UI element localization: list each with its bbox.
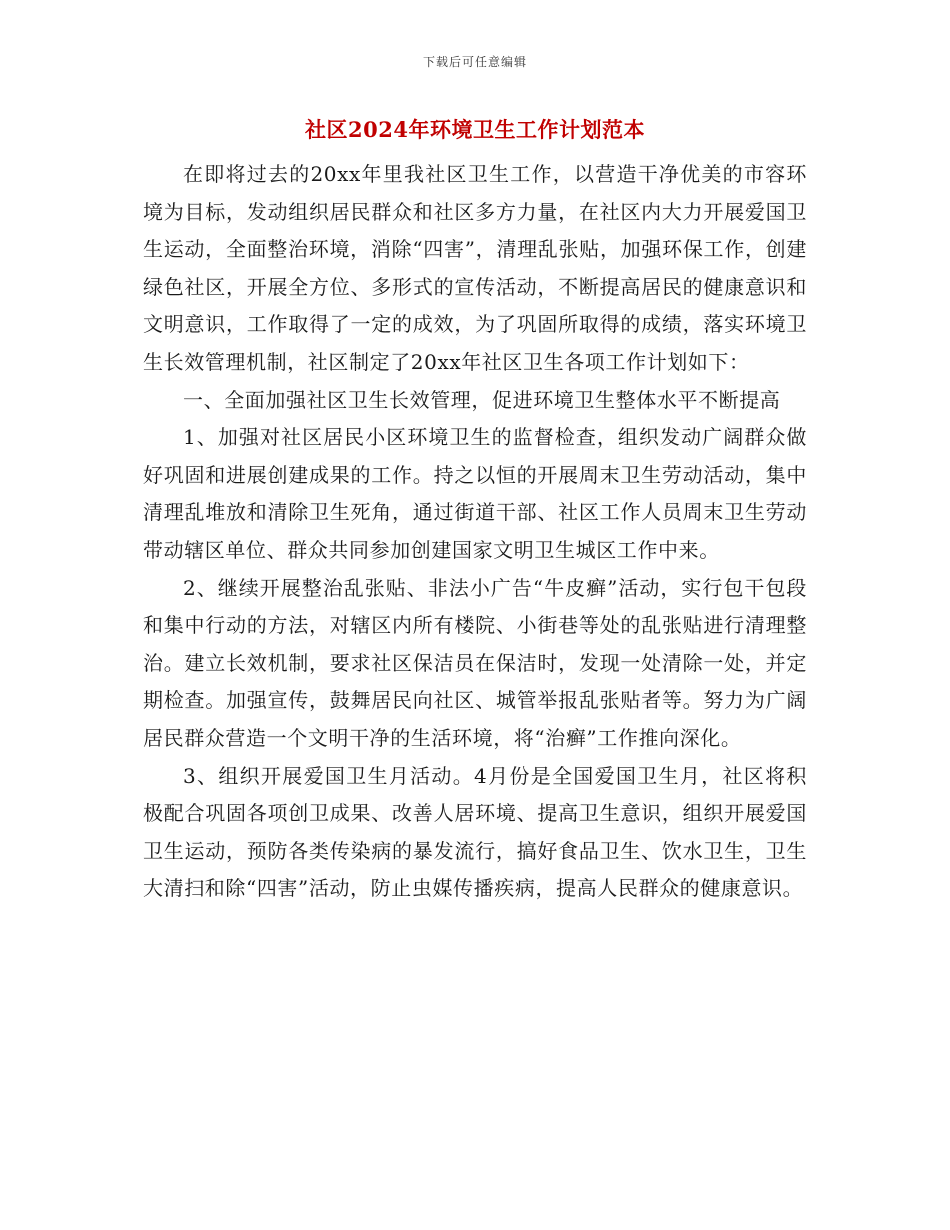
paragraph-item-3: 3、组织开展爱国卫生月活动。4月份是全国爱国卫生月，社区将积极配合巩固各项创卫成果、改善人居环境、提高卫生意识，组织开展爱国卫生运动，预防各类传染病的暴发流行，搞好食品卫生、饮水卫生，卫生大清扫和除“四害”活动，防止虫媒传播疾病，提高人民群众的健康意识。: [143, 763, 807, 901]
paragraph-section-heading: 一、全面加强社区卫生长效管理，促进环境卫生整体水平不断提高: [183, 387, 781, 412]
document-title: 社区2024年环境卫生工作计划范本: [305, 117, 645, 142]
paragraph-item-2: 2、继续开展整治乱张贴、非法小广告“牛皮癣”活动，实行包干包段和集中行动的方法，对辖区内所有楼院、小街巷等处的乱张贴进行清理整治。建立长效机制，要求社区保洁员在保洁时，发现一处清除一处，并定期检查。加强宣传，鼓舞居民向社区、城管举报乱张贴者等。努力为广阔居民群众营造一个文明干净的生活环境，将“治癣”工作推向深化。: [143, 575, 807, 750]
paragraph-item-1: 1、加强对社区居民小区环境卫生的监督检查，组织发动广阔群众做好巩固和进展创建成果的工作。持之以恒的开展周末卫生劳动活动，集中清理乱堆放和清除卫生死角，通过街道干部、社区工作人员周末卫生劳动带动辖区单位、群众共同参加创建国家文明卫生城区工作中来。: [143, 425, 807, 562]
paragraph-intro: 在即将过去的20xx年里我社区卫生工作，以营造干净优美的市容环境为目标，发动组织居民群众和社区多方力量，在社区内大力开展爱国卫生运动，全面整治环境，消除“四害”，清理乱张贴，加强环保工作，创建绿色社区，开展全方位、多形式的宣传活动，不断提高居民的健康意识和文明意识，工作取得了一定的成效，为了巩固所取得的成绩，落实环境卫生长效管理机制，社区制定了20xx年社区卫生各项工作计划如下：: [143, 162, 807, 374]
document-body: [143, 156, 807, 908]
header-note: 下载后可任意编辑: [422, 55, 527, 69]
